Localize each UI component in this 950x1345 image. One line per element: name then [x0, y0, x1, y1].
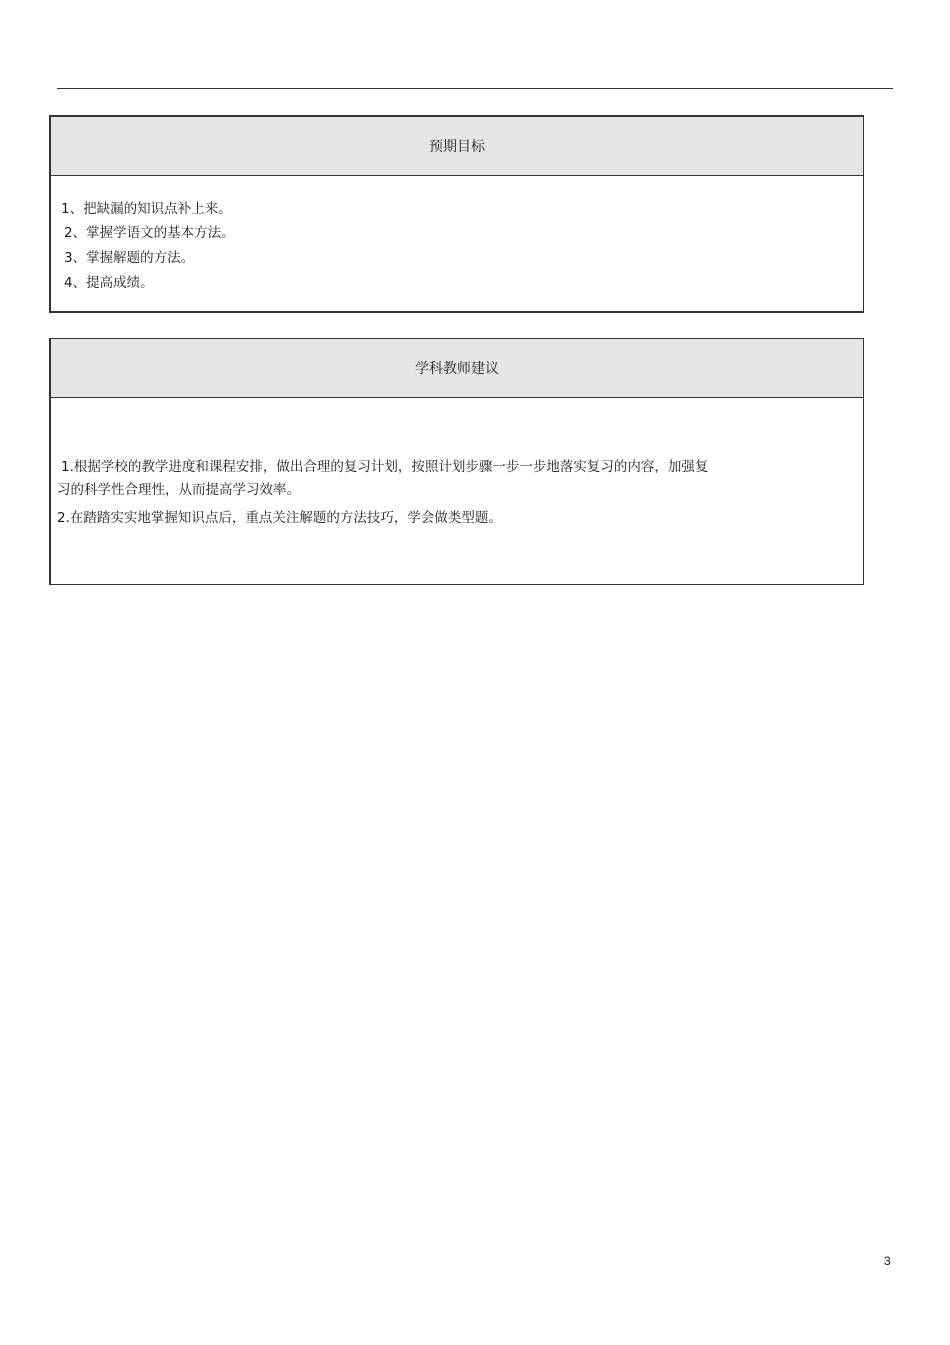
goal-item-4: 4、提高成绩。 [64, 275, 154, 291]
header-rule [57, 88, 893, 89]
advice-item-2: 2.在踏踏实实地掌握知识点后，重点关注解题的方法技巧，学会做类型题。 [57, 510, 502, 526]
teacher-advice-section [49, 338, 864, 585]
goal-item-1: 1、把缺漏的知识点补上来。 [61, 201, 232, 217]
goal-item-3: 3、掌握解题的方法。 [64, 250, 195, 266]
expected-goals-section [49, 115, 864, 313]
expected-goals-title: 预期目标 [51, 117, 863, 176]
advice-item-1-line-2: 习的科学性合理性，从而提高学习效率。 [57, 482, 300, 498]
advice-item-1-line-1: 1.根据学校的教学进度和课程安排，做出合理的复习计划，按照计划步骤一步一步地落实复习的内容，加强复 [61, 459, 709, 475]
teacher-advice-title: 学科教师建议 [51, 339, 863, 398]
goal-item-2: 2、掌握学语文的基本方法。 [64, 225, 235, 241]
page-number: 3 [884, 1254, 891, 1268]
